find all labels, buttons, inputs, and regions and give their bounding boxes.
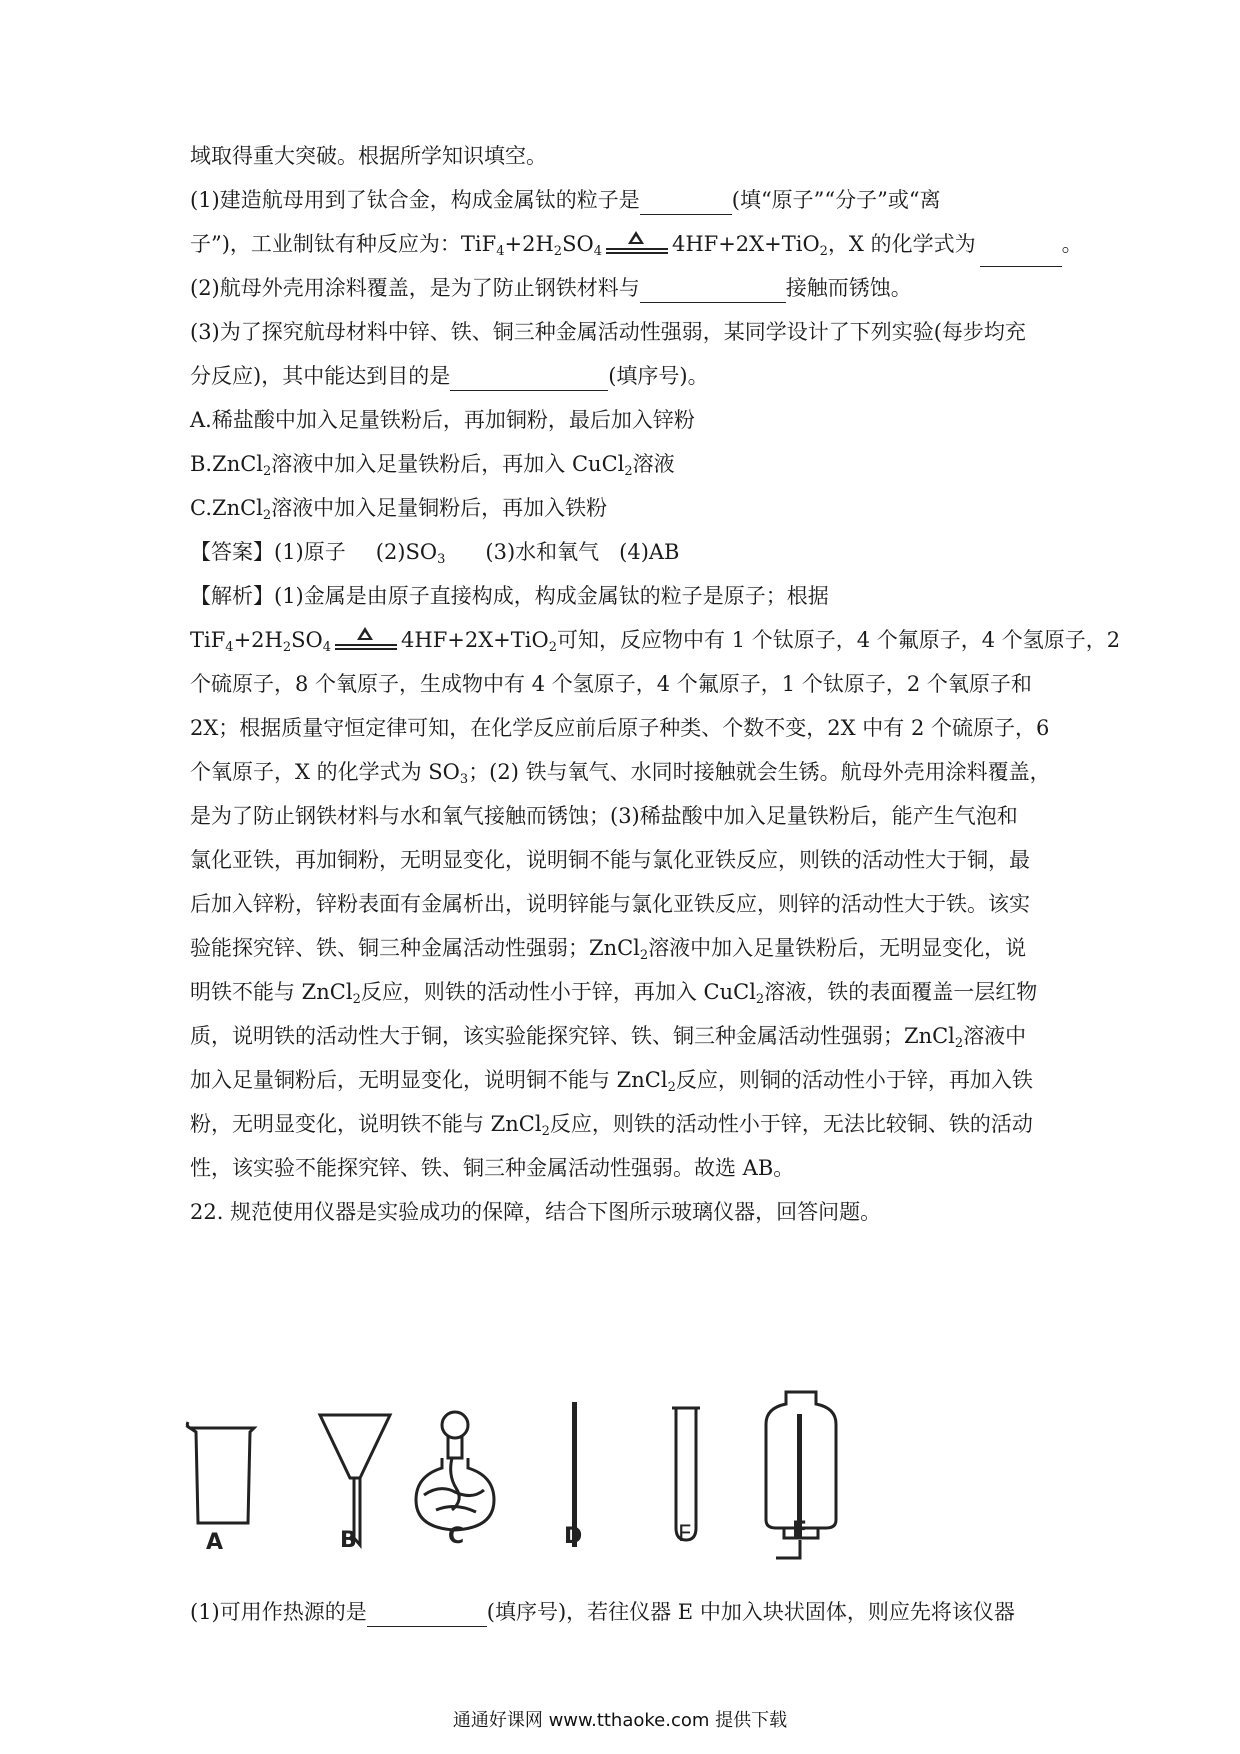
subscript: 3 (437, 552, 446, 567)
label-c: C (448, 1524, 465, 1549)
subscript: 2 (667, 1080, 676, 1095)
text-span: 溶液中加入足量铁粉后，无明显变化，说 (648, 936, 1027, 960)
explanation-line (190, 1153, 1070, 1183)
heat-reaction-sign (335, 627, 397, 653)
explanation-line (190, 845, 1070, 875)
answer-line (190, 537, 1070, 575)
explanation-line (190, 669, 1070, 699)
text-span: (填序号)。 (608, 364, 709, 388)
text-span: (1)建造航母用到了钛合金，构成金属钛的粒子是 (190, 188, 640, 212)
answer-blank[interactable] (640, 280, 786, 303)
answer-blank[interactable] (640, 192, 732, 215)
option-a (190, 405, 1070, 435)
subscript: 4 (225, 640, 234, 655)
text-span: 溶液，铁的表面覆盖一层红物 (764, 980, 1038, 1004)
text-span: 后加入锌粉，锌粉表面有金属析出，说明锌能与氯化亚铁反应，则锌的活动性大于铁。该实 (190, 892, 1030, 916)
text-span: 明铁不能与 ZnCl (190, 980, 353, 1004)
text-span: (4)AB (619, 540, 680, 564)
text-span: 域取得重大突破。根据所学知识填空。 (190, 144, 547, 168)
explanation-line (190, 757, 1070, 795)
question-2-line (190, 273, 1070, 303)
subscript: 4 (322, 640, 332, 655)
option-c (190, 493, 1070, 531)
subscript: 4 (593, 244, 602, 259)
text-span: 加入足量铜粉后，无明显变化，说明铜不能与 ZnCl (190, 1068, 668, 1092)
beaker-icon (187, 1422, 254, 1523)
text-span: 溶液 (632, 452, 675, 476)
text-span: SO (291, 628, 323, 652)
text-span: 溶液中加入足量铁粉后，再加入 CuCl (271, 452, 625, 476)
question-22-title (190, 1197, 1070, 1227)
subscript: 2 (548, 640, 557, 655)
text-span: 溶液中加入足量铜粉后，再加入铁粉 (271, 496, 608, 520)
text-span: 性，该实验不能探究锌、铁、铜三种金属活动性强弱。故选 AB。 (190, 1156, 795, 1180)
text-span: 2X；根据质量守恒定律可知，在化学反应前后原子种类、个数不变，2X 中有 2 个硫原子，6 (190, 716, 1050, 740)
text-span: 质，说明铁的活动性大于铜，该实验能探究锌、铁、铜三种金属活动性强弱；ZnCl (190, 1024, 955, 1048)
text-span: (填序号)，若往仪器 E 中加入块状固体，则应先将该仪器 (486, 1600, 1015, 1624)
text-span: 验能探究锌、铁、铜三种金属活动性强弱；ZnCl (190, 936, 640, 960)
text-span: (3)水和氧气 (485, 540, 600, 564)
text-span: 个硫原子，8 个氧原子，生成物中有 4 个氢原子，4 个氟原子，1 个钛原子，2 个氧原子和 (190, 672, 1032, 696)
text-span: 分反应)，其中能达到目的是 (190, 364, 451, 388)
text-span: 【答案】(1)原子 (190, 540, 346, 564)
label-e: E (678, 1522, 692, 1547)
text-span: 反应，则铜的活动性小于锌，再加入铁 (675, 1068, 1033, 1092)
text-span: 4HF+2X+TiO (671, 232, 820, 256)
subscript: 2 (352, 992, 361, 1007)
answer-blank[interactable] (450, 368, 608, 391)
question-3-line-2 (190, 361, 1070, 391)
equation-line: 子”)，工业制钛有种反应为：$TiF_4+2H_2SO_4$ 4HF+2X+TiO$_2$，X 的化学式为 。 (190, 229, 1070, 267)
explanation-line (190, 1021, 1070, 1059)
text-span: 反应，则铁的活动性小于锌，再加入 CuCl (360, 980, 756, 1004)
heat-reaction-sign (606, 231, 668, 257)
subscript: 2 (755, 992, 765, 1007)
text-span: 溶液中 (963, 1024, 1027, 1048)
page-footer: 通通好课网 www.tthaoke.com 提供下载 (452, 1710, 788, 1731)
explanation-line (190, 713, 1070, 743)
subscript: 4 (496, 244, 505, 259)
explanation-line (190, 801, 1070, 831)
test-tube-icon (672, 1408, 700, 1540)
text-span: 接触而锈蚀。 (785, 276, 912, 300)
text-line (190, 141, 1070, 171)
subscript: 2 (819, 244, 828, 259)
funnel-icon (320, 1415, 390, 1545)
explanation-equation-line (190, 625, 1121, 663)
subscript: 3 (459, 772, 469, 787)
explanation-line (190, 889, 1070, 919)
subscript: 2 (541, 1124, 550, 1139)
text-span: 22. 规范使用仪器是实验成功的保障，结合下图所示玻璃仪器，回答问题。 (190, 1200, 882, 1224)
subscript: 2 (954, 1036, 964, 1051)
explanation-line (190, 1065, 1070, 1103)
text-span: B.ZnCl (190, 452, 264, 476)
subscript: 2 (263, 464, 272, 479)
answer-blank[interactable] (980, 244, 1062, 267)
text-span: (2)SO (375, 540, 438, 564)
text-span: 个氧原子，X 的化学式为 SO (190, 760, 460, 784)
text-span: 反应，则铁的活动性小于锌，无法比较铜、铁的活动 (549, 1112, 1033, 1136)
text-span: SO (562, 232, 594, 256)
text-span: 【解析】(1)金属是由原子直接构成，构成金属钛的粒子是原子；根据 (190, 584, 829, 608)
text-span: (填“原子”“分子”或“离 (731, 188, 941, 212)
label-d: D (564, 1524, 583, 1549)
subscript: 2 (639, 948, 649, 963)
text-span: 可知，反应物中有 1 个钛原子，4 个氟原子，4 个氢原子，2 (557, 628, 1121, 652)
answer-blank[interactable] (367, 1604, 487, 1627)
text-span: C.ZnCl (190, 496, 263, 520)
label-f: F (792, 1518, 808, 1543)
subscript: 2 (262, 508, 272, 523)
text-span: ，X 的化学式为 (827, 232, 976, 256)
question-22-part-1 (190, 1597, 1070, 1627)
text-span: TiF (190, 628, 226, 652)
text-span: (3)为了探究航母材料中锌、铁、铜三种金属活动性强弱，某同学设计了下列实验(每步均充 (190, 320, 1026, 344)
text-span: (2)航母外壳用涂料覆盖，是为了防止钢铁材料与 (190, 276, 640, 300)
lab-instruments-figure (180, 1380, 1040, 1560)
explanation-line (190, 933, 1070, 971)
label-b: B (340, 1528, 357, 1553)
text-span: ；(2) 铁与氧气、水同时接触就会生锈。航母外壳用涂料覆盖， (468, 760, 1051, 784)
subscript: 2 (624, 464, 633, 479)
question-3-line (190, 317, 1070, 347)
text-span: +2H (504, 232, 554, 256)
text-span: +2H (233, 628, 283, 652)
text-span: 子”)，工业制钛有种反应为：TiF (190, 232, 497, 256)
alcohol-lamp-icon (416, 1412, 494, 1530)
text-span: 是为了防止钢铁材料与水和氧气接触而锈蚀；(3)稀盐酸中加入足量铁粉后，能产生气泡和 (190, 804, 1018, 828)
explanation-line (190, 977, 1070, 1015)
label-a: A (206, 1530, 224, 1555)
question-1-line (190, 185, 1070, 215)
text-span: 氯化亚铁，再加铜粉，无明显变化，说明铜不能与氯化亚铁反应，则铁的活动性大于铜，最 (190, 848, 1030, 872)
explanation-line (190, 1109, 1070, 1147)
text-span: A.稀盐酸中加入足量铁粉后，再加铜粉，最后加入锌粉 (190, 408, 695, 432)
subscript: 2 (553, 244, 563, 259)
subscript: 2 (282, 640, 292, 655)
text-span: 粉，无明显变化，说明铁不能与 ZnCl (190, 1112, 542, 1136)
text-span: (1)可用作热源的是 (190, 1600, 367, 1624)
option-b (190, 449, 1070, 487)
text-span: 4HF+2X+TiO (401, 628, 549, 652)
explanation-line (190, 581, 1070, 611)
